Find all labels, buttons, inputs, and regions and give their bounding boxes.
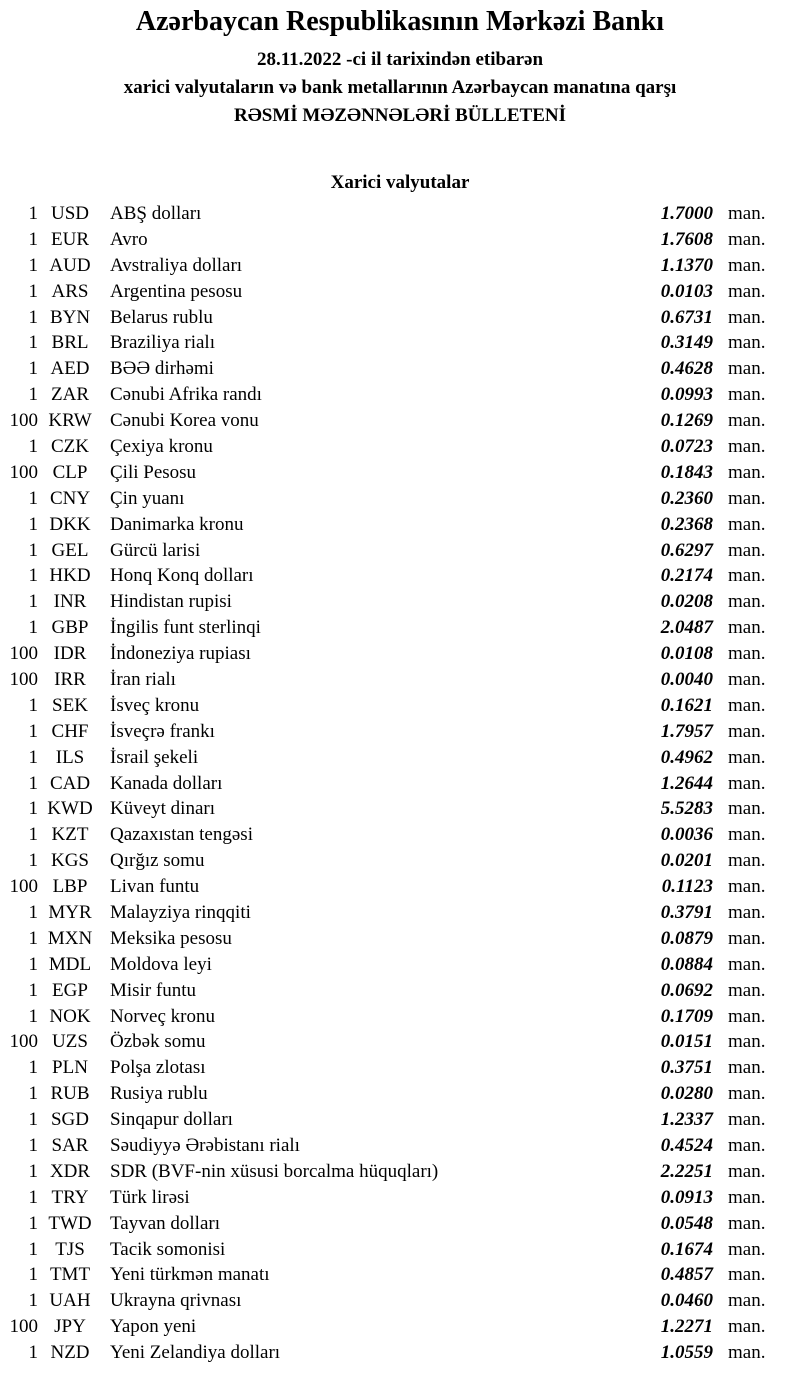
unit-label: man. [728, 435, 766, 457]
currency-name: Çin yuanı [110, 487, 185, 509]
rate-row [0, 1159, 800, 1185]
currency-name: Hindistan rupisi [110, 591, 232, 613]
currency-name: Belarus rublu [110, 306, 213, 328]
unit-label: man. [728, 384, 766, 406]
rate-row [0, 330, 800, 356]
rate-value: 5.5283 [660, 798, 713, 820]
rate-row [0, 900, 800, 926]
currency-name: Norveç kronu [110, 1005, 215, 1027]
currency-code: KZT [51, 824, 89, 846]
unit-label: man. [728, 228, 766, 250]
currency-quantity: 100 [9, 643, 38, 665]
rate-row [0, 848, 800, 874]
currency-quantity: 1 [28, 927, 38, 949]
unit-label: man. [728, 539, 766, 561]
rate-value: 0.1843 [660, 461, 713, 483]
rate-value: 0.3791 [660, 901, 713, 923]
rate-row [0, 1211, 800, 1237]
currency-code: TRY [51, 1186, 89, 1208]
currency-code: BRL [51, 332, 89, 354]
currency-code: INR [53, 591, 87, 613]
unit-label: man. [728, 1057, 766, 1079]
rate-row [0, 952, 800, 978]
currency-code: ILS [55, 746, 85, 768]
currency-quantity: 1 [28, 1264, 38, 1286]
rate-row [0, 1314, 800, 1340]
currency-code: SGD [50, 1109, 89, 1131]
rate-row [0, 1081, 800, 1107]
rate-row [0, 460, 800, 486]
unit-label: man. [728, 979, 766, 1001]
currency-quantity: 1 [28, 901, 38, 923]
rate-row [0, 667, 800, 693]
currency-code: UZS [52, 1031, 88, 1053]
currency-quantity: 1 [28, 1057, 38, 1079]
rate-row [0, 512, 800, 538]
currency-code: USD [50, 202, 89, 224]
rate-row [0, 822, 800, 848]
unit-label: man. [728, 1290, 766, 1312]
exchange-rates-table [0, 201, 800, 1366]
currency-quantity: 100 [9, 461, 38, 483]
currency-code: MXN [47, 927, 93, 949]
currency-quantity: 1 [28, 384, 38, 406]
currency-quantity: 1 [28, 720, 38, 742]
currency-code: ARS [51, 280, 89, 302]
rate-value: 0.0036 [660, 824, 713, 846]
currency-name: Ukrayna qrivnası [110, 1290, 242, 1312]
unit-label: man. [728, 772, 766, 794]
currency-name: İsveç kronu [110, 694, 200, 716]
bulletin-header [0, 0, 800, 130]
currency-name: Yapon yeni [110, 1316, 197, 1338]
currency-name: İran rialı [110, 668, 176, 690]
unit-label: man. [728, 617, 766, 639]
currency-name: İngilis funt sterlinqi [110, 617, 261, 639]
currency-name: Danimarka kronu [110, 513, 244, 535]
rate-value: 0.6731 [660, 306, 713, 328]
currency-quantity: 1 [28, 565, 38, 587]
rate-value: 0.0103 [660, 280, 713, 302]
currency-quantity: 1 [28, 591, 38, 613]
currency-quantity: 1 [28, 306, 38, 328]
currency-name: ABŞ dolları [110, 202, 202, 224]
rate-value: 0.0040 [660, 668, 713, 690]
currency-quantity: 100 [9, 876, 38, 898]
unit-label: man. [728, 565, 766, 587]
currency-quantity: 100 [9, 410, 38, 432]
currency-quantity: 1 [28, 202, 38, 224]
currency-code: KRW [48, 410, 92, 432]
currency-code: DKK [49, 513, 91, 535]
currency-code: PLN [52, 1057, 88, 1079]
rate-value: 0.0993 [660, 384, 713, 406]
currency-quantity: 1 [28, 979, 38, 1001]
rate-row [0, 641, 800, 667]
currency-name: Cənubi Korea vonu [110, 410, 259, 432]
rate-row [0, 719, 800, 745]
currency-name: Avstraliya dolları [110, 254, 243, 276]
currency-name: Polşa zlotası [110, 1057, 206, 1079]
section-title-foreign-currencies: Xarici valyutalar [330, 172, 470, 193]
currency-name: Çili Pesosu [110, 461, 197, 483]
rate-row [0, 563, 800, 589]
currency-quantity: 1 [28, 953, 38, 975]
currency-quantity: 1 [28, 1135, 38, 1156]
currency-quantity: 1 [28, 798, 38, 820]
rate-row [0, 227, 800, 253]
rate-value: 2.0487 [660, 617, 713, 639]
currency-code: JPY [54, 1316, 86, 1338]
rate-value: 0.0460 [660, 1290, 713, 1312]
rate-value: 1.2644 [660, 772, 713, 794]
currency-name: Malayziya rinqqiti [110, 901, 251, 923]
currency-code: BYN [49, 306, 91, 328]
rate-value: 0.0548 [660, 1212, 713, 1234]
currency-name: Çexiya kronu [110, 435, 213, 457]
currency-code: TJS [55, 1238, 85, 1260]
rate-row [0, 978, 800, 1004]
currency-quantity: 1 [28, 1109, 38, 1131]
currency-name: Səudiyyə Ərəbistanı rialı [110, 1135, 300, 1156]
unit-label: man. [728, 1160, 766, 1182]
rate-value: 0.0913 [660, 1186, 713, 1208]
rate-value: 1.7000 [660, 202, 713, 224]
currency-name: Yeni türkmən manatı [110, 1264, 270, 1286]
currency-code: RUB [50, 1083, 90, 1105]
currency-code: MYR [48, 901, 92, 923]
unit-label: man. [728, 1109, 766, 1131]
currency-quantity: 1 [28, 539, 38, 561]
rate-value: 1.1370 [660, 254, 713, 276]
unit-label: man. [728, 720, 766, 742]
currency-quantity: 1 [28, 1005, 38, 1027]
rate-row [0, 279, 800, 305]
currency-code: CLP [52, 461, 88, 483]
rate-row [0, 693, 800, 719]
unit-label: man. [728, 1238, 766, 1260]
rate-row [0, 538, 800, 564]
rate-value: 0.0108 [660, 643, 713, 665]
currency-name: Moldova leyi [110, 953, 212, 975]
currency-name: Avro [110, 228, 148, 250]
rate-row [0, 1030, 800, 1056]
unit-label: man. [728, 1342, 766, 1364]
unit-label: man. [728, 306, 766, 328]
currency-quantity: 1 [28, 1160, 38, 1182]
rate-row [0, 1133, 800, 1159]
currency-code: MDL [48, 953, 92, 975]
rate-row [0, 382, 800, 408]
unit-label: man. [728, 876, 766, 898]
unit-label: man. [728, 332, 766, 354]
unit-label: man. [728, 461, 766, 483]
currency-name: Türk lirəsi [110, 1186, 190, 1208]
rate-row [0, 771, 800, 797]
rate-value: 0.0201 [660, 850, 713, 872]
rate-value: 0.1621 [660, 694, 713, 716]
unit-label: man. [728, 1212, 766, 1234]
rate-row [0, 1340, 800, 1366]
currency-name: Misir funtu [110, 979, 197, 1001]
rate-value: 0.0884 [660, 953, 713, 975]
rate-value: 0.4524 [660, 1135, 713, 1156]
rate-value: 0.4962 [660, 746, 713, 768]
rate-value: 1.7957 [660, 720, 713, 742]
currency-code: CZK [51, 435, 89, 457]
unit-label: man. [728, 746, 766, 768]
rate-row [0, 305, 800, 331]
rate-value: 0.0723 [660, 435, 713, 457]
rate-row [0, 434, 800, 460]
currency-code: NOK [49, 1005, 91, 1027]
rate-row [0, 1237, 800, 1263]
currency-name: Özbək somu [110, 1031, 206, 1053]
currency-quantity: 1 [28, 772, 38, 794]
currency-code: UAH [49, 1290, 91, 1312]
currency-name: Gürcü larisi [110, 539, 201, 561]
currency-code: GEL [51, 539, 89, 561]
rate-value: 0.0280 [660, 1083, 713, 1105]
currency-code: XDR [49, 1160, 91, 1182]
unit-label: man. [728, 668, 766, 690]
page-title: Azərbaycan Respublikasının Mərkəzi Bankı [135, 6, 665, 37]
currency-quantity: 1 [28, 694, 38, 716]
rate-value: 0.3149 [660, 332, 713, 354]
unit-label: man. [728, 901, 766, 923]
rate-value: 1.2337 [660, 1109, 713, 1131]
rate-row [0, 201, 800, 227]
unit-label: man. [728, 927, 766, 949]
rate-row [0, 408, 800, 434]
currency-quantity: 1 [28, 1212, 38, 1234]
currency-code: KGS [50, 850, 89, 872]
unit-label: man. [728, 953, 766, 975]
currency-name: Tacik somonisi [110, 1238, 226, 1260]
effective-date-line: 28.11.2022 -ci il tarixindən etibarən [256, 49, 544, 70]
rate-value: 2.2251 [660, 1160, 713, 1182]
currency-code: IRR [54, 668, 86, 690]
currency-name: SDR (BVF-nin xüsusi borcalma hüquqları) [110, 1160, 439, 1182]
rate-value: 0.4857 [660, 1264, 713, 1286]
currency-quantity: 1 [28, 1290, 38, 1312]
rate-row [0, 874, 800, 900]
rate-value: 0.2368 [660, 513, 713, 535]
currency-name: Kanada dolları [110, 772, 223, 794]
currency-quantity: 100 [9, 668, 38, 690]
unit-label: man. [728, 280, 766, 302]
unit-label: man. [728, 513, 766, 535]
currency-quantity: 1 [28, 1083, 38, 1105]
currency-name: Meksika pesosu [110, 927, 232, 949]
currency-name: Yeni Zelandiya dolları [110, 1342, 281, 1364]
rate-row [0, 1004, 800, 1030]
rate-value: 0.2360 [660, 487, 713, 509]
currency-code: CNY [49, 487, 91, 509]
currency-name: Honq Konq dolları [110, 565, 254, 587]
unit-label: man. [728, 410, 766, 432]
rate-row [0, 1263, 800, 1289]
rate-value: 1.2271 [660, 1316, 713, 1338]
currency-code: TWD [48, 1212, 92, 1234]
currency-code: IDR [53, 643, 87, 665]
currency-name: Qırğız somu [110, 850, 205, 872]
currency-name: Tayvan dolları [110, 1212, 220, 1234]
currency-name: İsveçrə frankı [110, 720, 215, 742]
currency-quantity: 1 [28, 746, 38, 768]
currency-code: CAD [49, 772, 91, 794]
unit-label: man. [728, 202, 766, 224]
currency-quantity: 1 [28, 358, 38, 380]
currency-code: AED [50, 358, 90, 380]
currency-code: ZAR [51, 384, 89, 406]
currency-name: Küveyt dinarı [110, 798, 216, 820]
rate-row [0, 1185, 800, 1211]
currency-name: BƏƏ dirhəmi [110, 358, 214, 380]
rate-value: 0.0692 [660, 979, 713, 1001]
rate-row [0, 615, 800, 641]
currency-name: Rusiya rublu [110, 1083, 208, 1105]
currency-name: Livan funtu [110, 876, 200, 898]
unit-label: man. [728, 1264, 766, 1286]
currency-code: AUD [49, 254, 91, 276]
rate-value: 0.1674 [660, 1238, 713, 1260]
unit-label: man. [728, 358, 766, 380]
currency-code: KWD [47, 798, 93, 820]
rate-value: 0.2174 [660, 565, 713, 587]
rate-value: 0.0208 [660, 591, 713, 613]
currency-code: GBP [51, 617, 89, 639]
unit-label: man. [728, 487, 766, 509]
unit-label: man. [728, 694, 766, 716]
rate-value: 0.0151 [660, 1031, 713, 1053]
currency-quantity: 100 [9, 1031, 38, 1053]
unit-label: man. [728, 1135, 766, 1156]
currency-quantity: 1 [28, 1238, 38, 1260]
rate-row [0, 589, 800, 615]
rate-row [0, 253, 800, 279]
rate-row [0, 745, 800, 771]
rate-row [0, 926, 800, 952]
unit-label: man. [728, 798, 766, 820]
currency-quantity: 1 [28, 435, 38, 457]
unit-label: man. [728, 254, 766, 276]
currency-quantity: 1 [28, 850, 38, 872]
currency-quantity: 1 [28, 1186, 38, 1208]
unit-label: man. [728, 850, 766, 872]
currency-quantity: 1 [28, 487, 38, 509]
rate-value: 0.0879 [660, 927, 713, 949]
currency-code: SAR [51, 1135, 89, 1156]
currency-name: İndoneziya rupiası [110, 643, 251, 665]
currency-quantity: 1 [28, 824, 38, 846]
currency-quantity: 1 [28, 280, 38, 302]
subtitle-line: xarici valyutaların və bank metallarının Azərbaycan manatına qarşı [123, 77, 677, 98]
currency-code: TMT [49, 1264, 91, 1286]
currency-quantity: 1 [28, 617, 38, 639]
rate-value: 0.1123 [661, 876, 713, 898]
rate-value: 0.3751 [660, 1057, 713, 1079]
rate-value: 1.0559 [660, 1342, 713, 1364]
currency-quantity: 1 [28, 228, 38, 250]
rate-value: 0.6297 [660, 539, 713, 561]
currency-name: Qazaxıstan tengəsi [110, 824, 253, 846]
currency-quantity: 100 [9, 1316, 38, 1338]
unit-label: man. [728, 643, 766, 665]
unit-label: man. [728, 1005, 766, 1027]
currency-quantity: 1 [28, 513, 38, 535]
rate-row [0, 486, 800, 512]
rate-value: 0.4628 [660, 358, 713, 380]
currency-code: LBP [52, 876, 88, 898]
unit-label: man. [728, 1316, 766, 1338]
rate-row [0, 356, 800, 382]
rate-value: 0.1709 [660, 1005, 713, 1027]
currency-code: HKD [49, 565, 91, 587]
unit-label: man. [728, 1186, 766, 1208]
currency-code: CHF [51, 720, 89, 742]
unit-label: man. [728, 591, 766, 613]
currency-name: İsrail şekeli [110, 746, 199, 768]
unit-label: man. [728, 1031, 766, 1053]
unit-label: man. [728, 824, 766, 846]
currency-code: EUR [51, 228, 89, 250]
currency-quantity: 1 [28, 332, 38, 354]
currency-code: EGP [52, 979, 88, 1001]
rate-row [0, 1107, 800, 1133]
rate-value: 1.7608 [660, 228, 713, 250]
rate-row [0, 796, 800, 822]
bulletin-title: RƏSMİ MƏZƏNNƏLƏRİ BÜLLETENİ [233, 105, 566, 126]
currency-quantity: 1 [28, 1342, 38, 1364]
rate-row [0, 1288, 800, 1314]
rate-row [0, 1055, 800, 1081]
currency-code: NZD [50, 1342, 90, 1364]
currency-name: Braziliya rialı [110, 332, 215, 354]
currency-quantity: 1 [28, 254, 38, 276]
rate-value: 0.1269 [660, 410, 713, 432]
unit-label: man. [728, 1083, 766, 1105]
currency-name: Cənubi Afrika randı [110, 384, 262, 406]
currency-name: Sinqapur dolları [110, 1109, 233, 1131]
currency-name: Argentina pesosu [110, 280, 243, 302]
currency-code: SEK [52, 694, 88, 716]
